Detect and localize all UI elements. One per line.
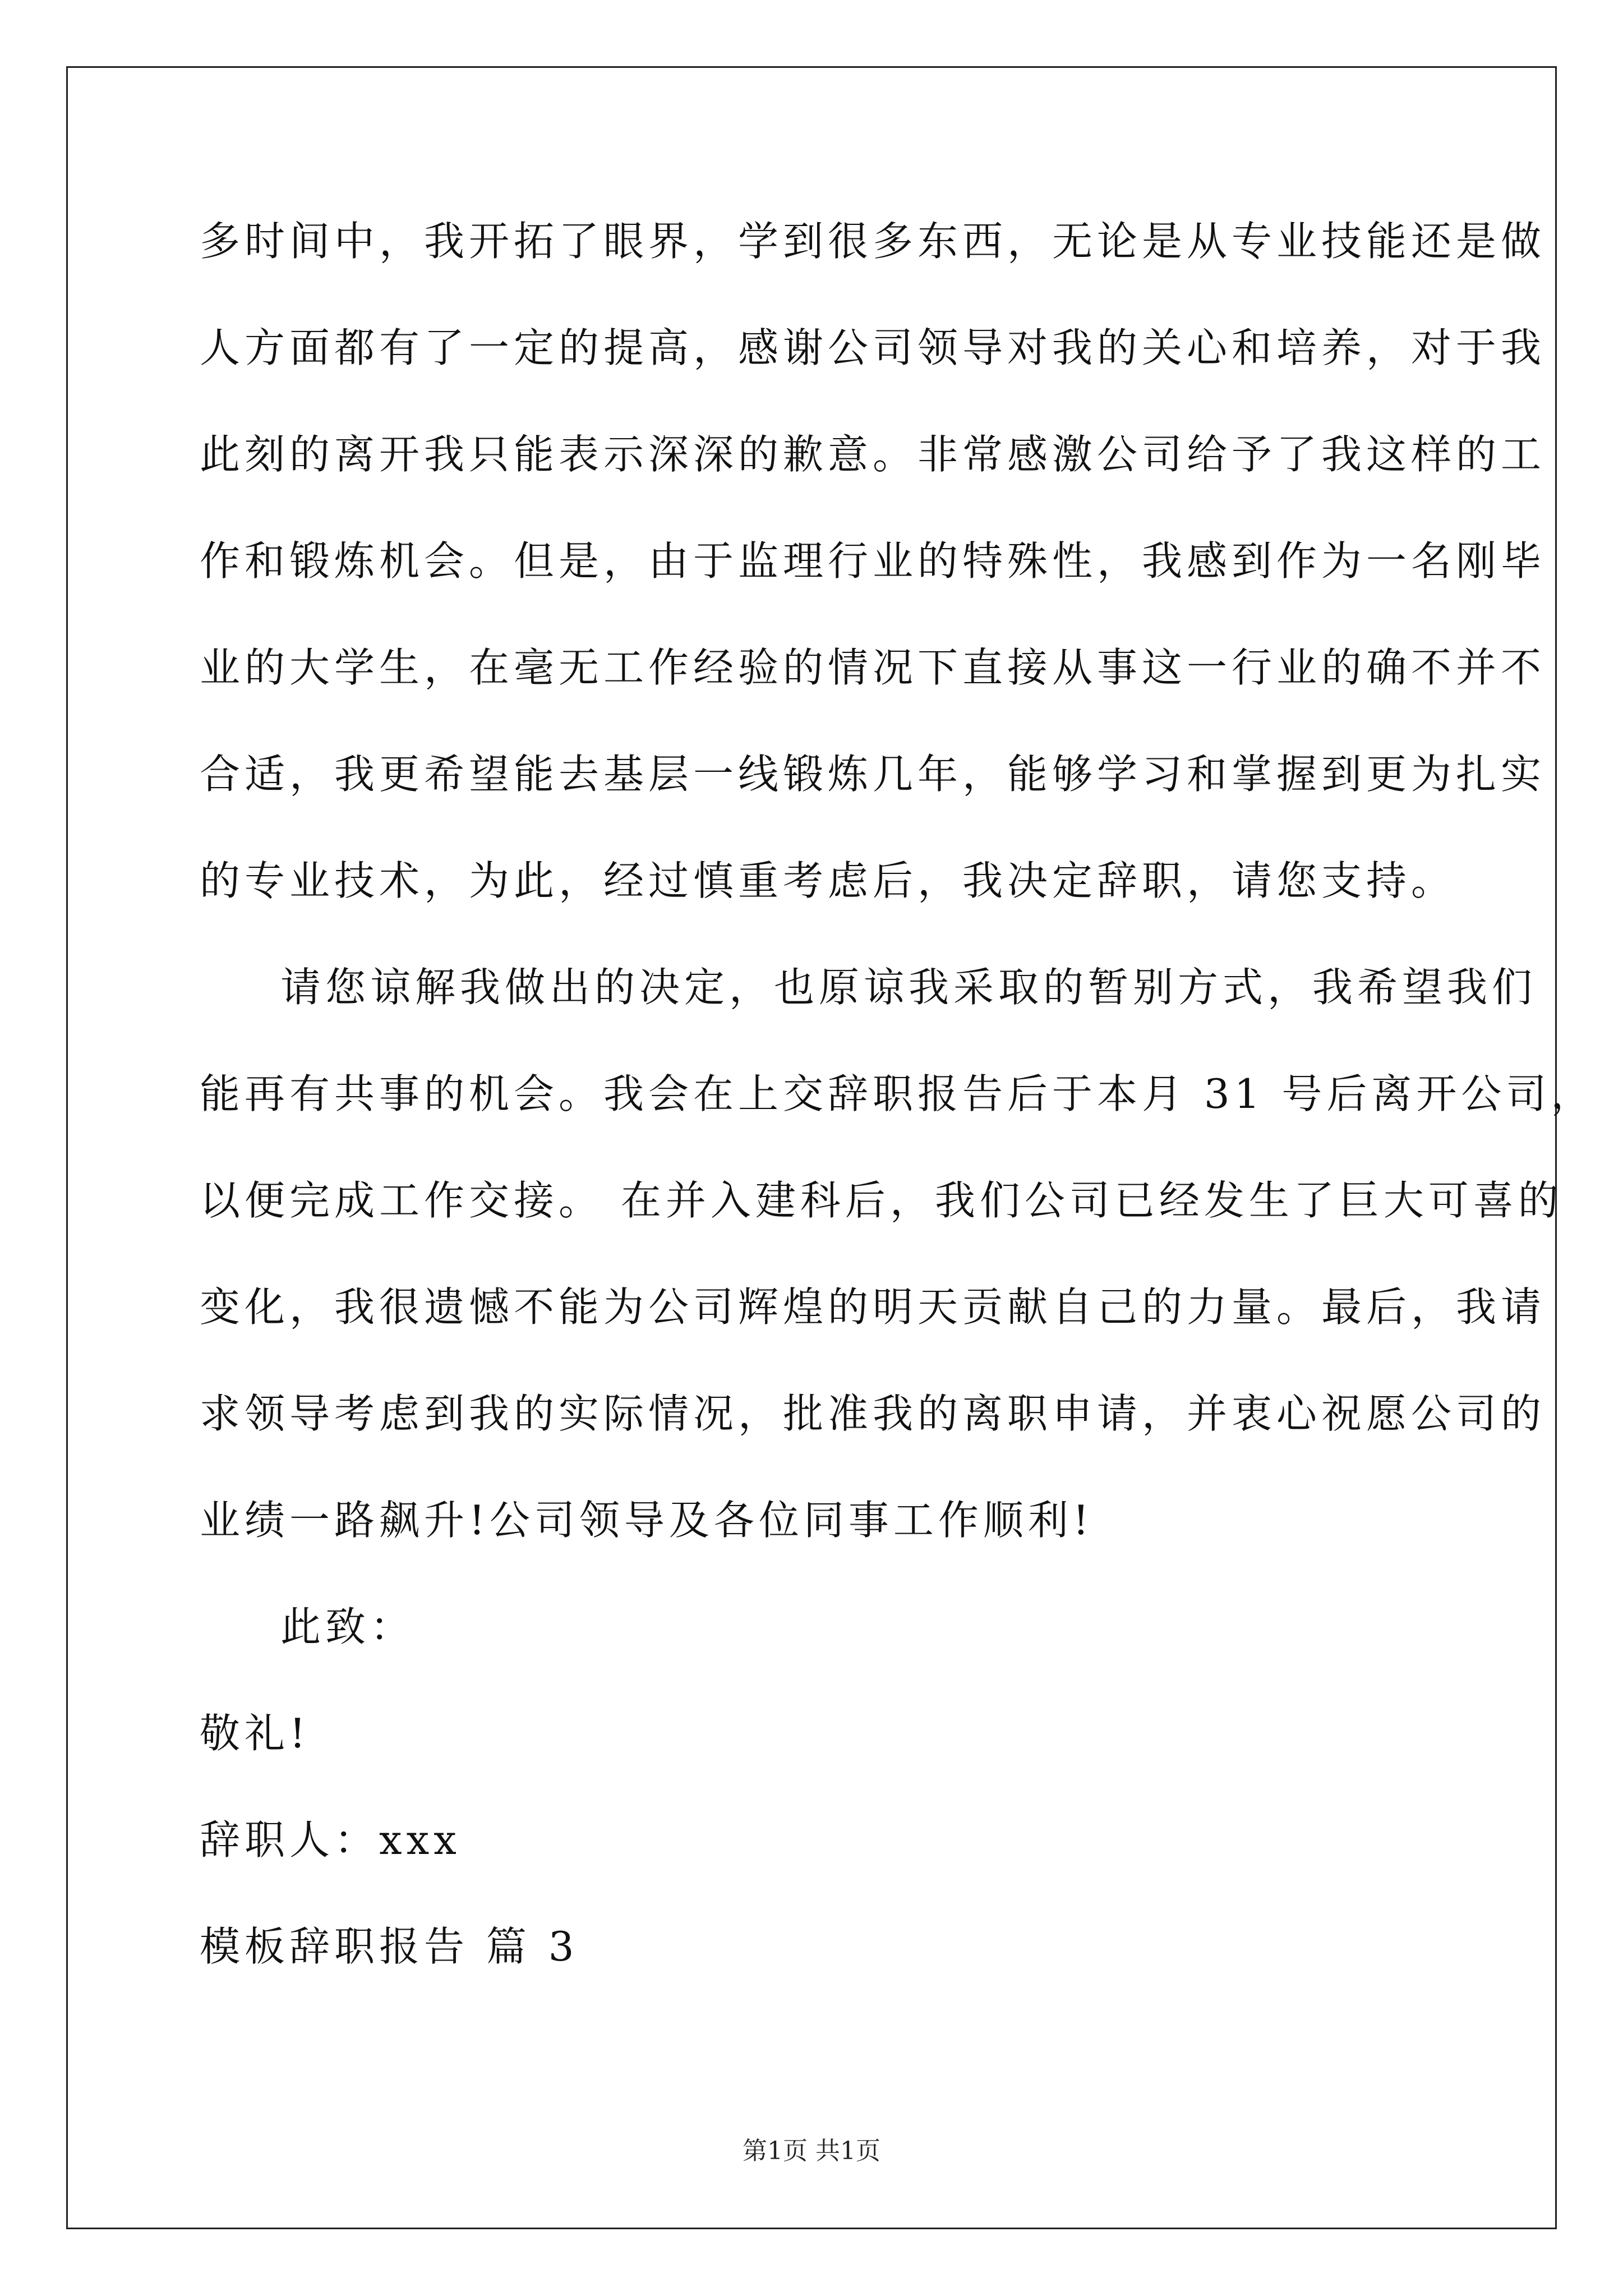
page-border	[66, 66, 1557, 2229]
body-line: 此刻的离开我只能表示深深的歉意。非常感激公司给予了我这样的工	[200, 431, 1546, 478]
body-line: 求领导考虑到我的实际情况，批准我的离职申请，并衷心祝愿公司的	[200, 1390, 1546, 1437]
body-line: 以便完成工作交接。 在并入建科后，我们公司已经发生了巨大可喜的	[200, 1177, 1563, 1224]
body-line: 合适，我更希望能去基层一线锻炼几年，能够学习和掌握到更为扎实	[200, 751, 1546, 798]
body-line: 多时间中，我开拓了眼界，学到很多东西，无论是从专业技能还是做	[200, 218, 1546, 265]
body-line: 请您谅解我做出的决定，也原谅我采取的暂别方式，我希望我们	[280, 964, 1537, 1011]
salutation-line: 敬礼!	[200, 1710, 310, 1757]
closing-line: 此致：	[280, 1603, 416, 1650]
body-line: 人方面都有了一定的提高，感谢公司领导对我的关心和培养，对于我	[200, 324, 1546, 371]
section-title: 模板辞职报告 篇 3	[200, 1923, 579, 1970]
body-line: 业绩一路飙升!公司领导及各位同事工作顺利!	[200, 1497, 1094, 1544]
body-line: 作和锻炼机会。但是，由于监理行业的特殊性，我感到作为一名刚毕	[200, 537, 1546, 585]
body-line: 的专业技术，为此，经过慎重考虑后，我决定辞职，请您支持。	[200, 857, 1456, 904]
signature-line: 辞职人：xxx	[200, 1816, 461, 1864]
body-line: 变化，我很遗憾不能为公司辉煌的明天贡献自己的力量。最后，我请	[200, 1283, 1546, 1331]
body-line: 能再有共事的机会。我会在上交辞职报告后于本月 31 号后离开公司，	[200, 1070, 1596, 1117]
body-line: 业的大学生，在毫无工作经验的情况下直接从事这一行业的确不并不	[200, 644, 1546, 691]
page-number: 第1页 共1页	[743, 2137, 880, 2165]
